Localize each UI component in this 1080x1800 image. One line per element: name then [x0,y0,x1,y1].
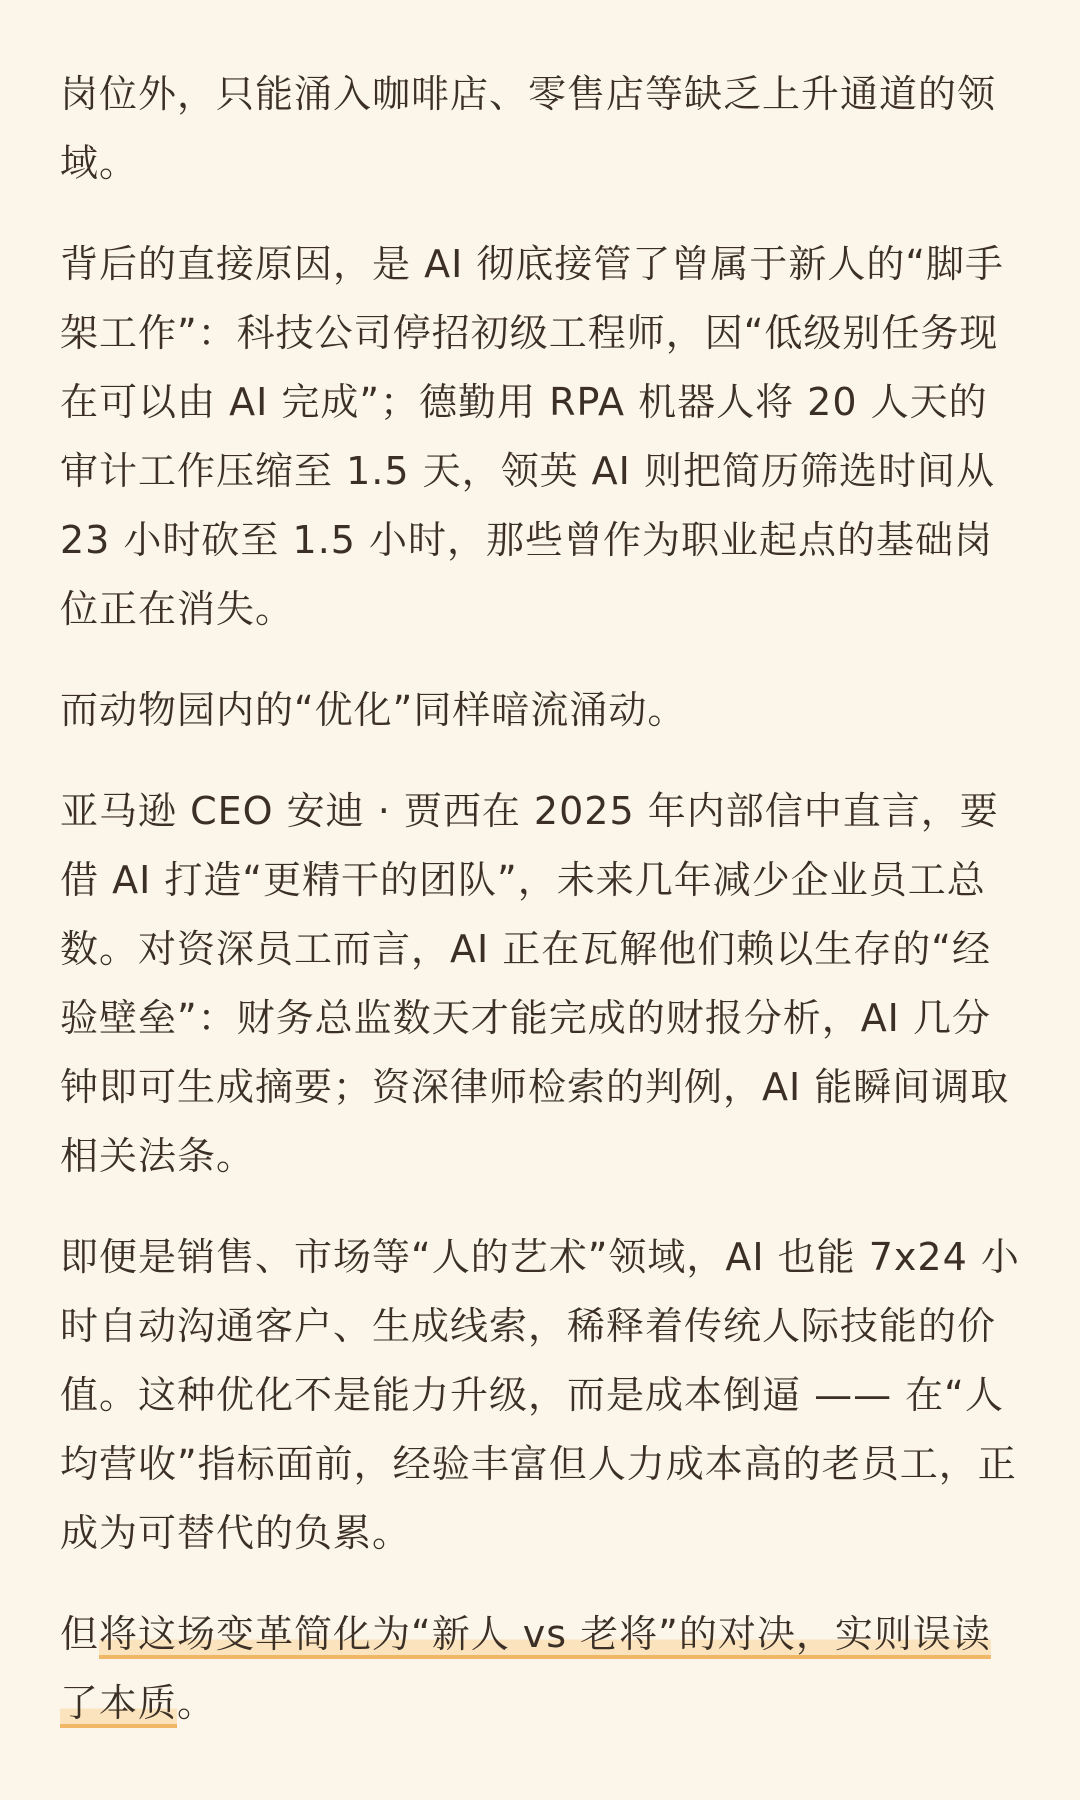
highlighted-sentence: 将这场变革简化为“新人 vs 老将”的对决，实则误读了本质 [60,1612,991,1725]
paragraph-4: 亚马逊 CEO 安迪 · 贾西在 2025 年内部信中直言，要借 AI 打造“更精干的团队”，未来几年减少企业员工总数。对资深员工而言，AI 正在瓦解他们赖以生存的“经验壁垒”：财务总监数天才能完成的财报分析，AI 几分钟即可生成摘要；资深律师检索的判例，AI 能瞬间调取相关法条。 [60,789,1010,1178]
paragraph-5: 即便是销售、市场等“人的艺术”领域，AI 也能 7x24 小时自动沟通客户、生成线索，稀释着传统人际技能的价值。这种优化不是能力升级，而是成本倒逼 —— 在“人均营收”指标面前，经验丰富但人力成本高的老员工，正成为可替代的负累。 [60,1235,1020,1555]
final-tail-text: 。 [177,1681,217,1725]
final-lead-text: 但 [60,1612,100,1656]
paragraph-2: 背后的直接原因，是 AI 彻底接管了曾属于新人的“脚手架工作”：科技公司停招初级工程师，因“低级别任务现在可以由 AI 完成”；德勤用 RPA 机器人将 20 人天的审计工作压缩至 1.5 天，领英 AI 则把简历筛选时间从 23 小时砍至 1.5 小时，那些曾作为职业起点的基础岗位正在消失。 [60,242,1005,631]
article-body [60,60,1020,1770]
paragraph-1: 岗位外，只能涌入咖啡店、零售店等缺乏上升通道的领域。 [60,72,997,185]
paragraph-final [60,1600,1020,1738]
paragraph-3: 而动物园内的“优化”同样暗流涌动。 [60,688,687,732]
